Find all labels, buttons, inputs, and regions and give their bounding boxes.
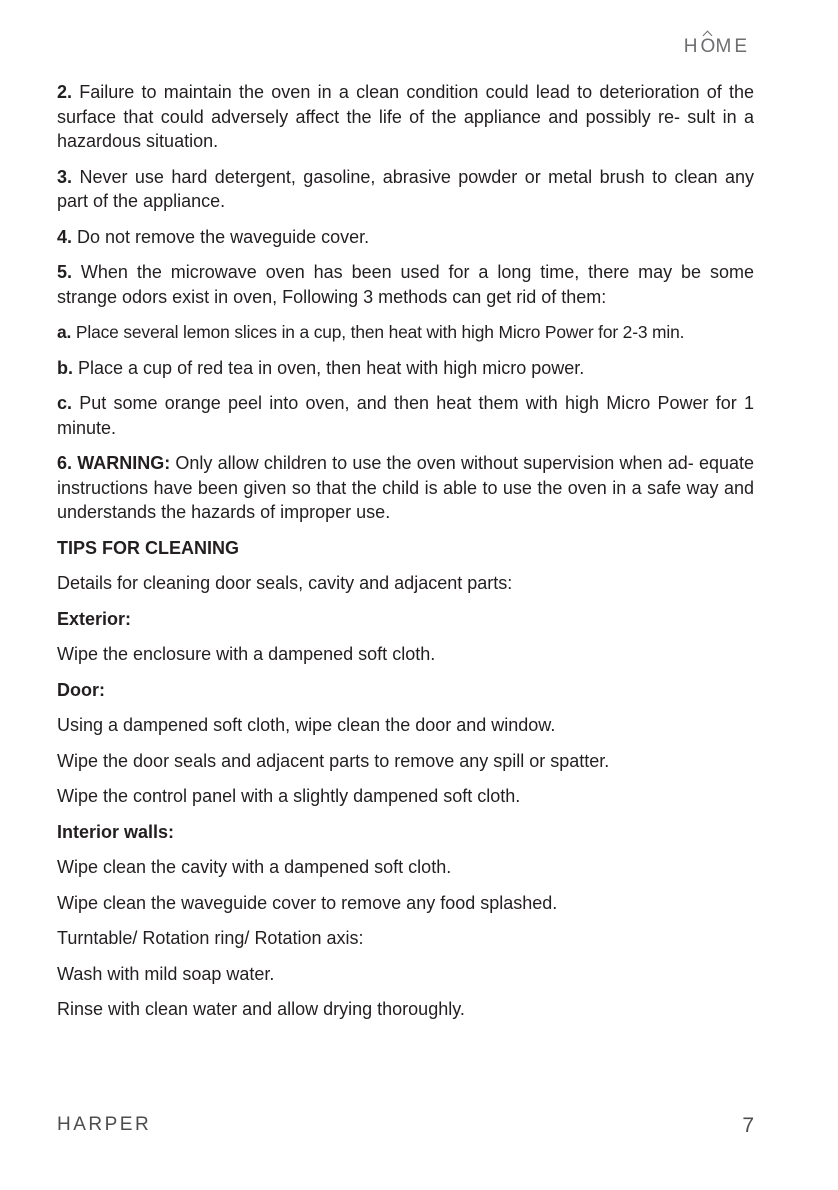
item-3-number: 3. [57, 166, 73, 187]
item-5-text: When the microwave oven has been used for a long time, there may be some strange odors exist in oven, Following 3 methods can get rid of them: [57, 262, 754, 307]
interior-line-2: Wipe clean the waveguide cover to remove any food splashed. [57, 892, 558, 913]
door-line-1: Using a dampened soft cloth, wipe clean the door and window. [57, 715, 556, 735]
home-logo-o: O [700, 36, 719, 57]
item-2 [57, 80, 754, 154]
door-heading: Door: [57, 679, 105, 700]
item-4-number: 4. [57, 226, 73, 247]
item-5 [57, 260, 754, 309]
item-c-letter: c. [57, 393, 73, 413]
cleaning-title: TIPS FOR CLEANING [57, 537, 240, 558]
page-content [57, 80, 754, 1033]
cleaning-intro: Details for cleaning door seals, cavity and adjacent parts: [57, 573, 513, 593]
turntable-line: Turntable/ Rotation ring/ Rotation axis: [57, 928, 364, 948]
item-b-text: Place a cup of red tea in oven, then heat with high micro power. [73, 357, 585, 378]
item-2-number: 2. [57, 82, 73, 102]
turntable-line-1: Wash with mild soap water. [57, 963, 275, 984]
item-6-text: Only allow children to use the oven without supervision when ad- equate instructions have been given so that the child is able to use the oven in a safe way and understands the hazards of improper use. [57, 453, 754, 522]
interior-line-1: Wipe clean the cavity with a dampened soft cloth. [57, 857, 452, 877]
item-6-label: 6. WARNING: [57, 453, 171, 473]
item-c [57, 391, 754, 440]
item-2-text: Failure to maintain the oven in a clean condition could lead to deterioration of the surface that could adversely affect the life of the appliance and possibly re- sult in a hazardous situation. [57, 82, 754, 151]
page-number: 7 [742, 1114, 754, 1137]
item-a [57, 320, 754, 345]
item-5-number: 5. [57, 262, 73, 282]
exterior-line-1: Wipe the enclosure with a dampened soft cloth. [57, 644, 436, 664]
item-6-warning [57, 451, 754, 525]
item-b-letter: b. [57, 357, 73, 378]
door-line-3: Wipe the control panel with a slightly dampened soft cloth. [57, 786, 521, 806]
item-a-letter: a. [57, 322, 72, 342]
item-c-text: Put some orange peel into oven, and then heat them with high Micro Power for 1 minute. [57, 393, 754, 438]
home-logo [684, 36, 750, 58]
item-3-text: Never use hard detergent, gasoline, abrasive powder or metal brush to clean any part of the appliance. [57, 166, 754, 211]
harper-logo: HARPER [57, 1114, 152, 1135]
exterior-heading: Exterior: [57, 608, 132, 629]
interior-heading: Interior walls: [57, 821, 175, 842]
door-line-2: Wipe the door seals and adjacent parts to remove any spill or spatter. [57, 750, 610, 771]
item-a-text: Place several lemon slices in a cup, then heat with high Micro Power for 2-3 min. [71, 322, 685, 342]
item-4-text: Do not remove the waveguide cover. [72, 226, 370, 247]
home-logo-h: H [683, 36, 701, 57]
item-4 [57, 225, 754, 250]
item-b [57, 356, 754, 381]
home-logo-me: ME [715, 36, 750, 57]
item-3 [57, 165, 754, 214]
turntable-line-2: Rinse with clean water and allow drying thoroughly. [57, 999, 465, 1019]
